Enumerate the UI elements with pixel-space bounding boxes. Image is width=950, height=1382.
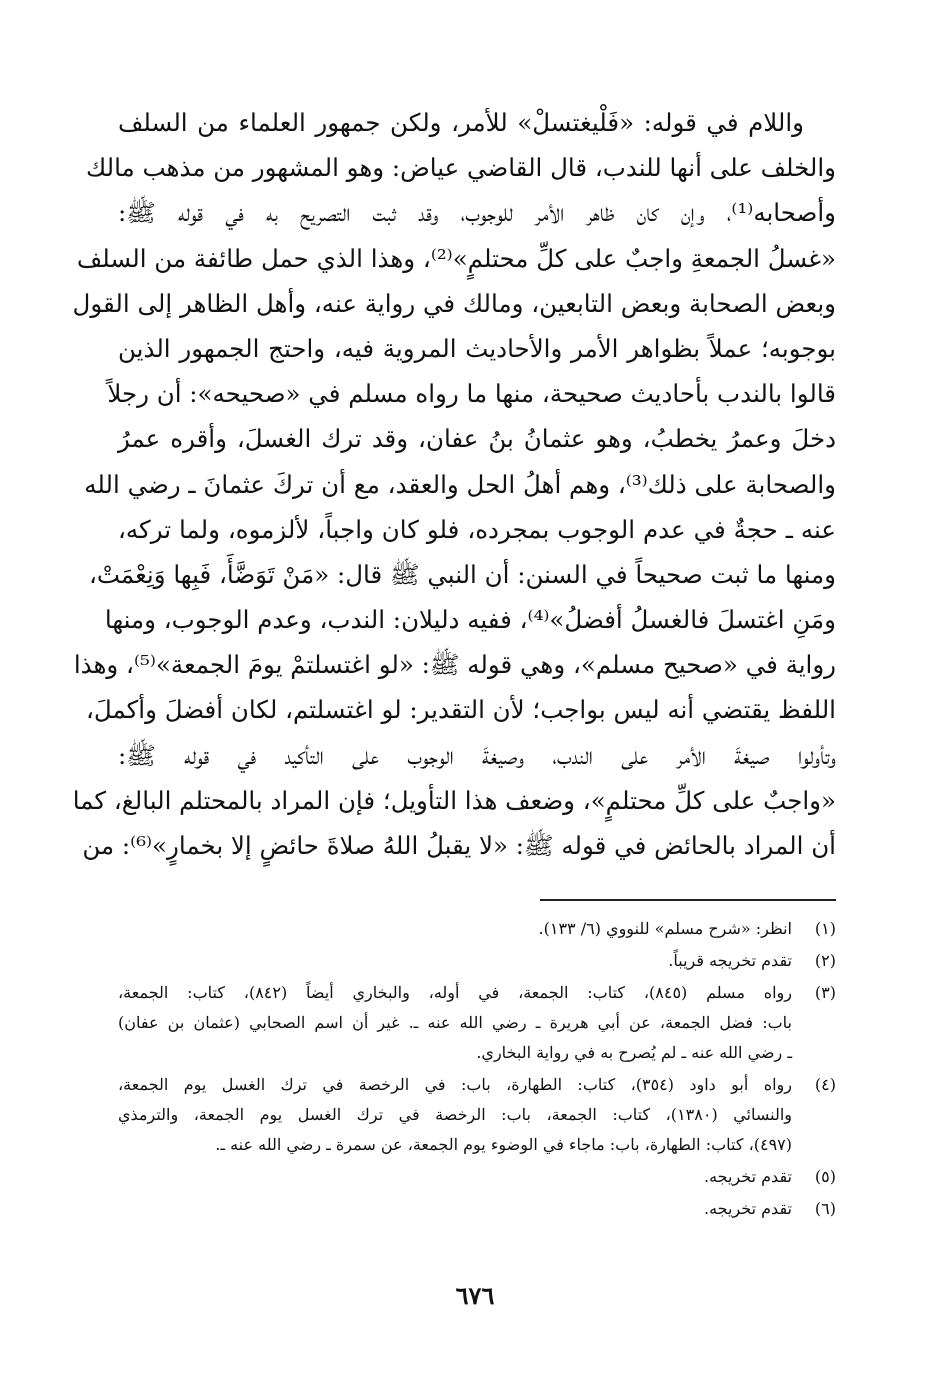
footnote xyxy=(118,1162,836,1192)
footnote-line: (٤٩٧)، كتاب: الطهارة، باب: ماجاء في الوضوء يوم الجمعة، عن سمرة ـ رضي الله عنه ـ. xyxy=(215,1135,792,1154)
body-line: دخلَ وعمرُ يخطبُ، وهو عثمانُ بنُ عفان، وقد ترك الغسلَ، وأقره عمرُ xyxy=(118,424,836,454)
footnote-number: (١) xyxy=(814,919,836,938)
body-line: اللفظ يقتضي أنه ليس بواجب؛ لأن التقدير: لو اغتسلتم، لكان أفضلَ وأكملَ، xyxy=(86,695,836,725)
footnote-line: والنسائي (١٣٨٠)، كتاب: الجمعة، باب: الرخصة في ترك الغسل يوم الجمعة، والترمذي xyxy=(118,1105,793,1124)
footnote-line: تقدم تخريجه قريباً. xyxy=(668,951,792,970)
footnote-number: (٤) xyxy=(814,1075,836,1094)
footnote xyxy=(118,946,836,976)
body-line: رواية في «صحيح مسلم»، وهي قوله ﷺ: «لو اغتسلتمْ يومَ الجمعة»⁽⁵⁾، وهذا xyxy=(73,650,836,680)
body-line: ومنها ما ثبت صحيحاً في السنن: أن النبي ﷺ قال: «مَنْ تَوَضَّأَ، فَبِها وَنِعْمَتْ، xyxy=(88,559,836,589)
footnote-number: (٦) xyxy=(814,1199,836,1218)
body-line: عنه ـ حجةٌ في عدم الوجوب بمجرده، فلو كان واجباً، لألزموه، ولما تركه، xyxy=(118,514,836,544)
footnote-line: رواه مسلم (٨٤٥)، كتاب: الجمعة، في أوله، والبخاري أيضاً (٨٤٢)، كتاب: الجمعة، xyxy=(118,983,793,1002)
footnotes xyxy=(118,914,836,1226)
body-line: «واجبٌ على كلِّ محتلمٍ»، وضعف هذا التأويل؛ فإن المراد بالمحتلم البالغ، كما xyxy=(72,785,836,815)
footnote-number: (٢) xyxy=(814,951,836,970)
body-line: وأصحابه⁽¹⁾، وإن كان ظاهر الأمر للوجوب، وقد ثبت التصريح به في قوله ﷺ: xyxy=(118,198,836,228)
footnote-number: (٥) xyxy=(814,1167,836,1186)
footnote-line: تقدم تخريجه. xyxy=(704,1167,792,1186)
body-line: وتأولوا صيغةَ الأمر على الندب، وصيغةَ الوجوب على التأكيد في قوله ﷺ: xyxy=(118,740,836,770)
footnote xyxy=(118,1070,836,1160)
body-text xyxy=(72,100,836,868)
footnote-separator xyxy=(540,899,836,901)
footnote-line: انظر: «شرح مسلم» للنووي (٦/ ١٣٣). xyxy=(538,919,792,938)
footnote-line: باب: فضل الجمعة، عن أبي هريرة ـ رضي الله عنه ـ. غير أن اسم الصحابي (عثمان بن عفان) xyxy=(118,1013,792,1032)
body-line: «غسلُ الجمعةِ واجبٌ على كلِّ محتلمٍ»⁽²⁾، وهذا الذي حمل طائفة من السلف xyxy=(76,243,836,273)
footnote xyxy=(118,978,836,1068)
body-line: بوجوبه؛ عملاً بظواهر الأمر والأحاديث المروية فيه، واحتج الجمهور الذين xyxy=(118,333,836,363)
body-line: والصحابة على ذلك⁽³⁾، وهم أهلُ الحل والعقد، مع أن تركَ عثمانَ ـ رضي الله xyxy=(84,469,836,499)
footnote-number: (٣) xyxy=(814,983,836,1002)
body-line: والخلف على أنها للندب، قال القاضي عياض: وهو المشهور من مذهب مالك xyxy=(86,153,836,183)
footnote-line: ـ رضي الله عنه ـ لم يُصرح به في رواية البخاري. xyxy=(476,1043,792,1062)
footnote xyxy=(118,1194,836,1224)
body-line: واللام في قوله: «فَلْيغتسلْ» للأمر، ولكن جمهور العلماء من السلف xyxy=(118,108,804,137)
footnote-line: رواه أبو داود (٣٥٤)، كتاب: الطهارة، باب: في الرخصة في ترك الغسل يوم الجمعة، xyxy=(118,1075,792,1094)
body-line: ومَنِ اغتسلَ فالغسلُ أفضلُ»⁽⁴⁾، ففيه دليلان: الندب، وعدم الوجوب، ومنها xyxy=(104,605,836,635)
footnote xyxy=(118,914,836,944)
page-number: ٦٧٦ xyxy=(455,1281,495,1310)
body-line: وبعض الصحابة وبعض التابعين، ومالك في رواية عنه، وأهل الظاهر إلى القول xyxy=(72,288,836,318)
body-line: أن المراد بالحائض في قوله ﷺ: «لا يقبلُ اللهُ صلاةَ حائضٍ إلا بخمارٍ»⁽⁶⁾: من xyxy=(82,831,836,860)
body-line: قالوا بالندب بأحاديث صحيحة، منها ما رواه مسلم في «صحيحه»: أن رجلاً xyxy=(107,379,836,409)
footnote-line: تقدم تخريجه. xyxy=(704,1199,792,1218)
